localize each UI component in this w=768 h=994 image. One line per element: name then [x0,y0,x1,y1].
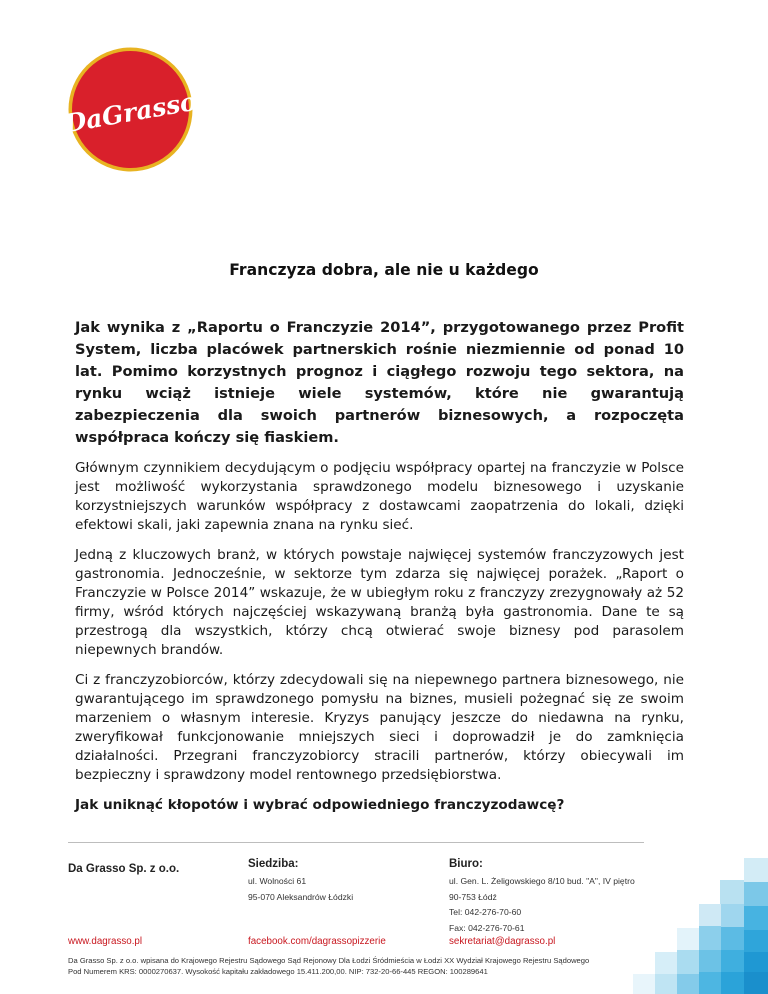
legal-notice [68,955,668,977]
footer-office [449,858,635,936]
office-fax: Fax: 042-276-70-61 [449,922,525,933]
office-city: 90-753 Łódź [449,891,497,902]
hq-street: ul. Wolności 61 [248,876,307,886]
article-body [75,317,684,815]
legal-line: Da Grasso Sp. z o.o. wpisana do Krajowego Rejestru Sądowego Sąd Rejonowy Dla Łodzi Śródmieścia w Łodzi XX Wydział Krajowego Rejestru Sądowego [68,956,590,965]
website-link[interactable]: www.dagrasso.pl [68,936,143,947]
facebook-link[interactable]: facebook.com/dagrassopizzerie [248,936,386,947]
dagrasso-logo [68,47,193,172]
article-title: Franczyza dobra, ale nie u każdego [229,261,539,279]
hq-heading: Siedziba: [248,858,299,870]
svg-text:DaGrasso: DaGrasso [68,86,193,139]
legal-line: Pod Numerem KRS: 0000270637. Wysokość kapitału zakładowego 15.411.200,00. NIP: 732-20-66-445 REGON: 100289641 [68,967,488,976]
paragraph: Jedną z kluczowych branż, w których powstaje najwięcej systemów franczyzowych jest gastronomia. Jednocześnie, w sektorze tym zdarza się najwięcej porażek. „Raport o Franczyzie w Polsce 2014” wskazuje, że w ubiegłym roku z franczyzy zrezygnowały aż 52 firmy, wśród których najczęściej wskazywaną branżą była gastronomia. Dane te są przestrogą dla wszystkich, którzy chcą otwierać swoje biznesy pod parasolem niepewnych brandów. [75,547,684,658]
footer-divider [68,842,644,843]
section-question: Jak uniknąć kłopotów i wybrać odpowiedniego franczyzodawcę? [75,797,565,813]
office-street: ul. Gen. L. Żeligowskiego 8/10 bud. "A", IV piętro [449,876,635,886]
footer-company-name: Da Grasso Sp. z o.o. [68,863,180,875]
paragraph: Głównym czynnikiem decydującym o podjęciu współpracy opartej na franczyzie w Polsce jest możliwość wykorzystania sprawdzonego modelu biznesowego i uzyskanie korzystniejszych warunków współpracy z dostawcami zaopatrzenia do lokali, dzięki efektowi skali, jaki zapewnia znana na rynku sieć. [75,460,684,533]
hq-city: 95-070 Aleksandrów Łódzki [248,891,354,902]
footer-hq [248,858,353,905]
office-phone: Tel: 042-276-70-60 [449,907,522,917]
lead-paragraph: Jak wynika z „Raportu o Franczyzie 2014”, przygotowanego przez Profit System, liczba placówek partnerskich rośnie niezmiennie od ponad 10 lat. Pomimo korzystnych prognoz i ciągłego rozwoju tego sektora, na rynku wciąż istnieje wiele systemów, które nie gwarantują zabezpieczenia dla swoich partnerów biznesowych, a rozpoczęta współpraca kończy się fiaskiem. [75,319,684,446]
office-heading: Biuro: [449,858,483,870]
paragraph: Ci z franczyzobiorców, którzy zdecydowali się na niepewnego partnera biznesowego, nie gwarantującego im sprawdzonego pomysłu na biznes, musieli pożegnać się ze swoim marzeniem o własnym interesie. Kryzys panujący jeszcze do niedawna na rynku, zweryfikował funkcjonowanie mniejszych sieci i doprowadził je do zamknięcia działalności. Przegrani franczyzobiorcy stracili partnerów, którzy obiecywali im bezpieczny i sprawdzony model rentownego przedsiębiorstwa. [75,672,684,783]
email-link[interactable]: sekretariat@dagrasso.pl [449,936,556,947]
